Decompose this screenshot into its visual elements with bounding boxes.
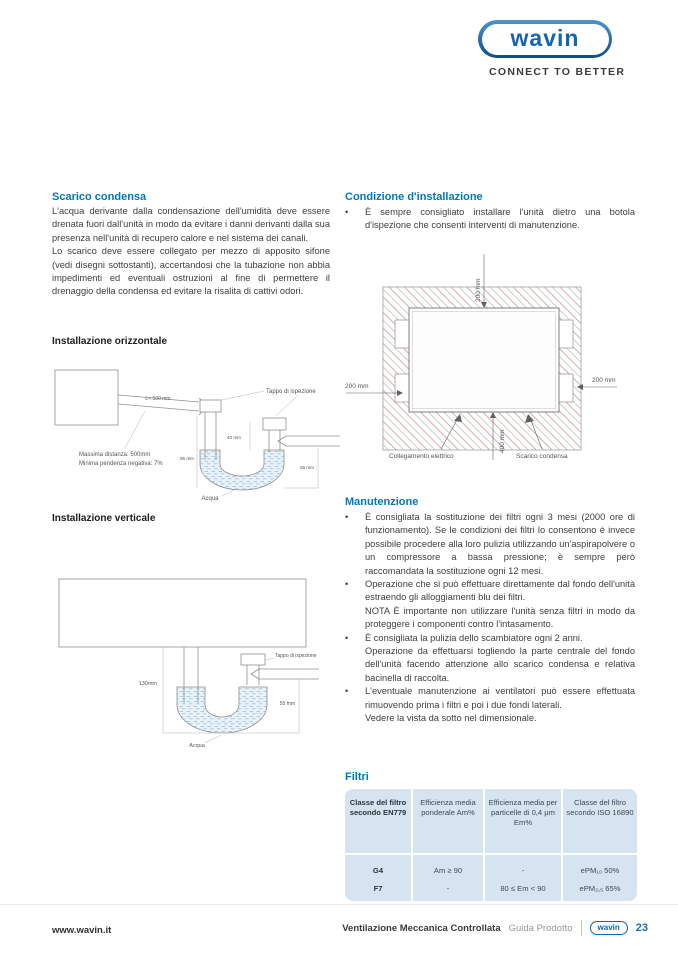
manutenzione-item-2-note: NOTA È importante non utilizzare l'unità senza filtri in modo da proteggere i componenti contro l'intasamento. [365, 605, 635, 630]
inspection-cap [241, 654, 265, 665]
siphon-water [200, 450, 284, 490]
footer-divider-rule [0, 904, 678, 905]
bullet-marker: • [345, 632, 349, 643]
table-cell: 80 ≤ Em < 90 [500, 883, 546, 893]
manutenzione-item-1: È consigliata la sostituzione dei filtri ogni 3 mesi (2000 ore di funzionamento). Se le condizioni dei filtri lo consentono è invece possibile procedere alla loro pulizia utilizzando un'aspirapolvere o un compressore a bassa pressione; è sempre però raccomandata la sostituzione ogni 12 mesi. [365, 512, 635, 576]
manutenzione-item-4-detail: Vedere la vista da sotto nel dimensionale. [365, 713, 537, 724]
collegamento-elettrico-label: Collegamento elettrico [389, 453, 454, 460]
acqua-label: Acqua [189, 743, 205, 749]
footer-wavin-logo: wavin [590, 921, 628, 935]
footer-right-group [342, 920, 648, 936]
wavin-logo [478, 20, 612, 58]
footer-doc-subtitle: Guida Prodotto [508, 922, 573, 934]
footer-doc-title: Ventilazione Meccanica Controllata [342, 922, 501, 934]
acqua-label: Acqua [201, 496, 219, 502]
inspection-cap-2 [263, 418, 286, 430]
list-item [345, 685, 635, 725]
condizione-bullets [345, 206, 635, 233]
table-cell: F7 [373, 883, 383, 893]
table-header-efficienza-em: Efficienza media per particelle di 0,4 μm Em% [485, 789, 561, 853]
manutenzione-heading: Manutenzione [345, 496, 419, 508]
dim-55mm-label: 55 mm [299, 465, 314, 470]
dim-top-200mm: 200 mm [475, 278, 482, 302]
list-item [345, 511, 635, 578]
manutenzione-item-4: L'eventuale manutenzione ai ventilatori può essere effettuata rimuovendo prima i filtri e poi i due fondi laterali. [365, 686, 635, 710]
scarico-paragraph-1: L'acqua derivante dalla condensazione dell'umidità deve essere drenata fuori dall'unità in modo da evitare i danni derivanti dalla sua presenza nell'unità di recupero calore e nel sistema dei canali. [52, 206, 330, 243]
wavin-logo-ring [478, 20, 612, 58]
horizontal-diagram-shapes [55, 370, 340, 490]
dim-bottom-400mm: 400 mm [499, 429, 506, 453]
table-column-iso-values [563, 855, 637, 901]
filtri-heading: Filtri [345, 771, 369, 783]
table-column-am-values [413, 855, 483, 901]
list-item [345, 632, 635, 686]
wavin-logo-text: wavin [510, 24, 580, 51]
brand-tagline: CONNECT TO BETTER [489, 66, 626, 78]
table-header-classe-en779: Classe del filtro secondo EN779 [345, 789, 411, 853]
unit-box [59, 579, 306, 647]
table-cell: G4 [372, 865, 384, 875]
table-cell: Am ≥ 90 [433, 865, 463, 875]
table-cell: - [521, 865, 525, 875]
dim-55mm-label: 55 mm [279, 701, 295, 707]
bullet-marker: • [345, 512, 349, 522]
dim-95mm-label: 95 mm [179, 456, 194, 461]
tappo-ispezione-label: Tappo di ispezione [266, 389, 316, 395]
table-header-efficienza-am: Efficienza media ponderale Am% [413, 789, 483, 853]
condizione-heading: Condizione d'installazione [345, 191, 483, 203]
unit-box [409, 308, 559, 412]
tappo-ispezione-label: Tappo di ispezione [275, 653, 317, 659]
installazione-verticale-heading: Installazione verticale [52, 513, 156, 524]
table-column-em-values [485, 855, 561, 901]
unit-box [55, 370, 118, 425]
manutenzione-item-3: È consigliata la pulizia dello scambiatore ogni 2 anni. [365, 632, 583, 643]
installazione-orizzontale-heading: Installazione orizzontale [52, 336, 168, 347]
list-item [345, 206, 635, 233]
manutenzione-item-3-detail: Operazione da effettuarsi togliendo la parte centrale del fondo dell'unità facendo attenzione allo scarico condensa e relativa bacinella di raccolta. [365, 646, 635, 683]
dim-130mm-label: 130mm [138, 681, 157, 687]
list-item [345, 578, 635, 632]
filtri-table [345, 789, 637, 901]
table-header-classe-iso: Classe del filtro secondo ISO 16890 [563, 789, 637, 853]
clearance-diagram-shapes [383, 287, 581, 450]
dim-right-200mm: 200 mm [592, 377, 616, 384]
table-cell: - [446, 883, 450, 893]
siphon-water [177, 687, 267, 733]
dim-left-200mm: 200 mm [345, 383, 369, 390]
wavin-logo-inner [482, 24, 609, 55]
manutenzione-bullets [345, 511, 635, 726]
scarico-condensa-text [52, 205, 330, 299]
table-cell: ePM₁₀ 50% [580, 865, 620, 875]
dim-40mm-label: 40 mm [226, 435, 242, 440]
scarico-condensa-heading: Scarico condensa [52, 191, 147, 203]
footer-vertical-divider [581, 920, 582, 936]
page-number: 23 [635, 922, 648, 934]
pipe-length-label: L< 500 mm [145, 396, 171, 402]
min-slope-label: Minima pendenza negativa: 7% [79, 461, 163, 467]
bullet-marker: • [345, 207, 349, 217]
installation-clearance-diagram [345, 246, 635, 471]
inspection-cap-1 [200, 400, 221, 412]
scarico-condensa-label: Scarico condensa [516, 453, 568, 460]
manutenzione-item-2: Operazione che si può effettuare direttamente dal fondo dell'unità estraendo gli alloggiamenti blu dei filtri. [365, 579, 635, 603]
scarico-paragraph-2: Lo scarico deve essere collegato per mezzo di apposito sifone (vedi disegni sottostanti), accertandosi che la tubazione non abbia impedimenti ed eventuali ostruzioni al fine di permettere il drenaggio della condensa ed evitare la risalita di cattivi odori. [52, 246, 330, 297]
vertical-installation-diagram [53, 565, 323, 765]
table-cell: ePM₂,₅ 65% [579, 883, 621, 893]
footer-website: www.wavin.it [52, 925, 112, 936]
horizontal-installation-diagram [50, 360, 345, 502]
table-column-classe-values [345, 855, 411, 901]
bullet-marker: • [345, 686, 349, 697]
bullet-marker: • [345, 579, 349, 590]
max-distance-label: Massima distanza: 500mm [79, 452, 151, 458]
condizione-bullet-text: È sempre consigliato installare l'unità dietro una botola d'ispezione che consenti interventi di manutenzione. [365, 207, 635, 231]
